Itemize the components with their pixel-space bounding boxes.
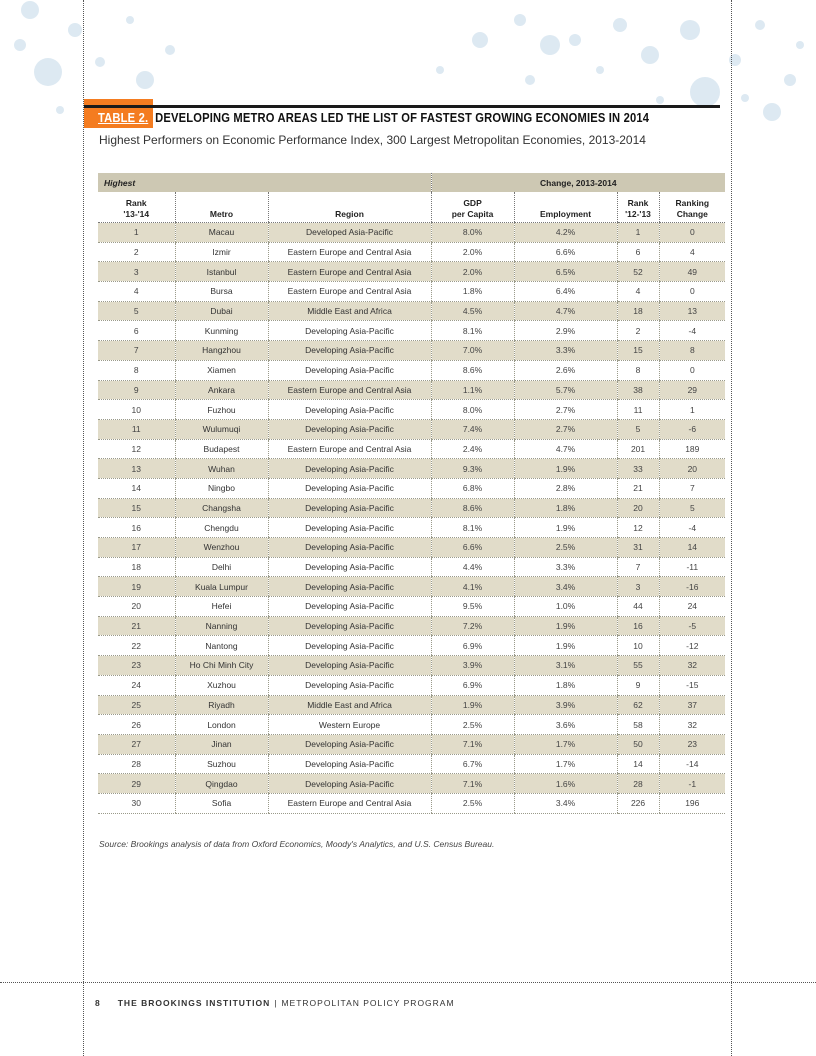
group-label-highest: Highest	[98, 173, 431, 192]
cell-gdp: 8.6%	[431, 498, 514, 518]
cell-metro: Budapest	[175, 439, 268, 459]
cell-gdp: 1.1%	[431, 380, 514, 400]
cell-gdp: 2.0%	[431, 262, 514, 282]
table-row	[98, 734, 725, 754]
source-note: Source: Brookings analysis of data from Oxford Economics, Moody's Analytics, and U.S. Census Bureau.	[99, 839, 495, 849]
cell-gdp: 7.1%	[431, 734, 514, 754]
table-row	[98, 459, 725, 479]
col-metro: Metro	[175, 192, 268, 223]
cell-metro: Hefei	[175, 597, 268, 617]
table-row	[98, 518, 725, 538]
cell-prev-rank: 16	[617, 616, 659, 636]
cell-ranking-change: 0	[659, 223, 725, 243]
cell-metro: London	[175, 715, 268, 735]
cell-prev-rank: 31	[617, 538, 659, 558]
cell-gdp: 1.8%	[431, 282, 514, 302]
cell-ranking-change: 4	[659, 242, 725, 262]
cell-metro: Delhi	[175, 557, 268, 577]
cell-prev-rank: 201	[617, 439, 659, 459]
cell-gdp: 8.6%	[431, 360, 514, 380]
table-row	[98, 400, 725, 420]
cell-ranking-change: -16	[659, 577, 725, 597]
cell-rank: 9	[98, 380, 175, 400]
cell-ranking-change: 14	[659, 538, 725, 558]
cell-region: Middle East and Africa	[268, 301, 431, 321]
cell-region: Developed Asia-Pacific	[268, 223, 431, 243]
table-row	[98, 262, 725, 282]
cell-metro: Ningbo	[175, 478, 268, 498]
cell-ranking-change: 189	[659, 439, 725, 459]
cell-rank: 16	[98, 518, 175, 538]
cell-metro: Istanbul	[175, 262, 268, 282]
cell-gdp: 6.6%	[431, 538, 514, 558]
cell-rank: 13	[98, 459, 175, 479]
cell-prev-rank: 28	[617, 774, 659, 794]
cell-ranking-change: -14	[659, 754, 725, 774]
table-title-text: DEVELOPING METRO AREAS LED THE LIST OF FASTEST GROWING ECONOMIES IN 2014	[155, 110, 650, 125]
table-row	[98, 597, 725, 617]
col-employment: Employment	[514, 192, 617, 223]
col-gdp: GDP per Capita	[431, 192, 514, 223]
cell-rank: 8	[98, 360, 175, 380]
col-region: Region	[268, 192, 431, 223]
cell-ranking-change: 0	[659, 282, 725, 302]
cell-metro: Nanning	[175, 616, 268, 636]
cell-region: Developing Asia-Pacific	[268, 636, 431, 656]
cell-rank: 15	[98, 498, 175, 518]
cell-region: Developing Asia-Pacific	[268, 459, 431, 479]
cell-ranking-change: -1	[659, 774, 725, 794]
cell-ranking-change: 1	[659, 400, 725, 420]
cell-ranking-change: 32	[659, 715, 725, 735]
cell-rank: 22	[98, 636, 175, 656]
cell-ranking-change: 196	[659, 793, 725, 813]
cell-ranking-change: 49	[659, 262, 725, 282]
cell-employment: 6.5%	[514, 262, 617, 282]
cell-employment: 2.7%	[514, 400, 617, 420]
cell-employment: 1.7%	[514, 734, 617, 754]
cell-rank: 5	[98, 301, 175, 321]
cell-employment: 3.4%	[514, 793, 617, 813]
cell-region: Eastern Europe and Central Asia	[268, 282, 431, 302]
cell-gdp: 2.5%	[431, 715, 514, 735]
cell-metro: Wenzhou	[175, 538, 268, 558]
cell-gdp: 9.3%	[431, 459, 514, 479]
table-row	[98, 754, 725, 774]
cell-prev-rank: 44	[617, 597, 659, 617]
cell-ranking-change: 23	[659, 734, 725, 754]
cell-region: Developing Asia-Pacific	[268, 675, 431, 695]
cell-employment: 2.5%	[514, 538, 617, 558]
cell-employment: 1.9%	[514, 616, 617, 636]
cell-rank: 2	[98, 242, 175, 262]
cell-region: Developing Asia-Pacific	[268, 538, 431, 558]
cell-employment: 2.6%	[514, 360, 617, 380]
column-header-row	[98, 192, 725, 223]
cell-gdp: 3.9%	[431, 656, 514, 676]
cell-prev-rank: 9	[617, 675, 659, 695]
cell-rank: 21	[98, 616, 175, 636]
cell-ranking-change: -4	[659, 321, 725, 341]
table-subtitle: Highest Performers on Economic Performance Index, 300 Largest Metropolitan Economies, 2013-2014	[99, 133, 646, 147]
cell-gdp: 1.9%	[431, 695, 514, 715]
table-row	[98, 223, 725, 243]
cell-employment: 4.7%	[514, 439, 617, 459]
performance-table	[98, 173, 725, 814]
cell-rank: 24	[98, 675, 175, 695]
cell-employment: 4.7%	[514, 301, 617, 321]
table-row	[98, 656, 725, 676]
cell-employment: 1.8%	[514, 498, 617, 518]
table-row	[98, 774, 725, 794]
cell-region: Eastern Europe and Central Asia	[268, 793, 431, 813]
cell-metro: Fuzhou	[175, 400, 268, 420]
cell-rank: 3	[98, 262, 175, 282]
cell-employment: 1.9%	[514, 518, 617, 538]
cell-region: Eastern Europe and Central Asia	[268, 439, 431, 459]
cell-gdp: 4.1%	[431, 577, 514, 597]
table-row	[98, 282, 725, 302]
cell-metro: Changsha	[175, 498, 268, 518]
cell-rank: 17	[98, 538, 175, 558]
cell-prev-rank: 15	[617, 341, 659, 361]
cell-region: Developing Asia-Pacific	[268, 597, 431, 617]
table-row	[98, 616, 725, 636]
cell-employment: 2.8%	[514, 478, 617, 498]
table-title	[84, 99, 720, 128]
cell-rank: 26	[98, 715, 175, 735]
cell-metro: Wuhan	[175, 459, 268, 479]
cell-ranking-change: 8	[659, 341, 725, 361]
table-row	[98, 793, 725, 813]
cell-rank: 25	[98, 695, 175, 715]
cell-rank: 4	[98, 282, 175, 302]
col-prev-rank: Rank '12-'13	[617, 192, 659, 223]
cell-ranking-change: -11	[659, 557, 725, 577]
cell-employment: 1.9%	[514, 459, 617, 479]
cell-region: Developing Asia-Pacific	[268, 656, 431, 676]
cell-metro: Xiamen	[175, 360, 268, 380]
cell-metro: Riyadh	[175, 695, 268, 715]
cell-rank: 20	[98, 597, 175, 617]
cell-employment: 5.7%	[514, 380, 617, 400]
cell-employment: 6.4%	[514, 282, 617, 302]
page-footer	[95, 998, 455, 1008]
cell-rank: 18	[98, 557, 175, 577]
table-row	[98, 675, 725, 695]
cell-ranking-change: 29	[659, 380, 725, 400]
cell-ranking-change: -4	[659, 518, 725, 538]
cell-region: Developing Asia-Pacific	[268, 321, 431, 341]
cell-metro: Izmir	[175, 242, 268, 262]
footer-guide-line	[0, 982, 816, 983]
cell-region: Developing Asia-Pacific	[268, 774, 431, 794]
left-guide-line	[83, 0, 84, 1056]
cell-rank: 11	[98, 419, 175, 439]
cell-metro: Sofia	[175, 793, 268, 813]
col-rank: Rank '13-'14	[98, 192, 175, 223]
col-ranking-change: Ranking Change	[659, 192, 725, 223]
footer-institution: THE BROOKINGS INSTITUTION	[117, 998, 271, 1008]
cell-ranking-change: 0	[659, 360, 725, 380]
cell-region: Developing Asia-Pacific	[268, 557, 431, 577]
cell-prev-rank: 1	[617, 223, 659, 243]
cell-metro: Qingdao	[175, 774, 268, 794]
cell-metro: Chengdu	[175, 518, 268, 538]
cell-metro: Hangzhou	[175, 341, 268, 361]
cell-employment: 1.8%	[514, 675, 617, 695]
cell-rank: 27	[98, 734, 175, 754]
table-row	[98, 636, 725, 656]
cell-employment: 3.6%	[514, 715, 617, 735]
cell-gdp: 4.4%	[431, 557, 514, 577]
cell-rank: 28	[98, 754, 175, 774]
cell-ranking-change: -15	[659, 675, 725, 695]
cell-gdp: 8.1%	[431, 321, 514, 341]
table-row	[98, 341, 725, 361]
cell-region: Developing Asia-Pacific	[268, 616, 431, 636]
table-row	[98, 360, 725, 380]
cell-prev-rank: 33	[617, 459, 659, 479]
cell-metro: Kuala Lumpur	[175, 577, 268, 597]
cell-rank: 10	[98, 400, 175, 420]
cell-gdp: 6.8%	[431, 478, 514, 498]
cell-rank: 29	[98, 774, 175, 794]
cell-ranking-change: -6	[659, 419, 725, 439]
cell-employment: 3.4%	[514, 577, 617, 597]
cell-prev-rank: 8	[617, 360, 659, 380]
cell-ranking-change: 20	[659, 459, 725, 479]
cell-prev-rank: 11	[617, 400, 659, 420]
cell-prev-rank: 58	[617, 715, 659, 735]
cell-region: Developing Asia-Pacific	[268, 498, 431, 518]
cell-rank: 6	[98, 321, 175, 341]
cell-gdp: 6.9%	[431, 675, 514, 695]
cell-metro: Bursa	[175, 282, 268, 302]
cell-region: Eastern Europe and Central Asia	[268, 242, 431, 262]
cell-gdp: 2.0%	[431, 242, 514, 262]
cell-prev-rank: 6	[617, 242, 659, 262]
cell-prev-rank: 3	[617, 577, 659, 597]
cell-metro: Jinan	[175, 734, 268, 754]
cell-metro: Macau	[175, 223, 268, 243]
cell-gdp: 7.1%	[431, 774, 514, 794]
cell-region: Eastern Europe and Central Asia	[268, 380, 431, 400]
cell-employment: 3.1%	[514, 656, 617, 676]
table-row	[98, 380, 725, 400]
cell-metro: Nantong	[175, 636, 268, 656]
cell-prev-rank: 50	[617, 734, 659, 754]
cell-rank: 12	[98, 439, 175, 459]
cell-metro: Xuzhou	[175, 675, 268, 695]
cell-ranking-change: 37	[659, 695, 725, 715]
cell-employment: 4.2%	[514, 223, 617, 243]
cell-region: Developing Asia-Pacific	[268, 734, 431, 754]
cell-rank: 30	[98, 793, 175, 813]
cell-gdp: 2.4%	[431, 439, 514, 459]
page-number: 8	[95, 998, 100, 1008]
cell-metro: Suzhou	[175, 754, 268, 774]
cell-metro: Ankara	[175, 380, 268, 400]
cell-prev-rank: 52	[617, 262, 659, 282]
table-row	[98, 715, 725, 735]
cell-region: Developing Asia-Pacific	[268, 754, 431, 774]
table-body	[98, 223, 725, 814]
cell-region: Western Europe	[268, 715, 431, 735]
table-row	[98, 498, 725, 518]
cell-region: Developing Asia-Pacific	[268, 419, 431, 439]
group-header-row	[98, 173, 725, 192]
cell-gdp: 7.2%	[431, 616, 514, 636]
cell-employment: 3.3%	[514, 557, 617, 577]
cell-employment: 3.9%	[514, 695, 617, 715]
footer-separator: |	[274, 998, 278, 1008]
cell-region: Developing Asia-Pacific	[268, 577, 431, 597]
cell-prev-rank: 226	[617, 793, 659, 813]
cell-metro: Dubai	[175, 301, 268, 321]
cell-prev-rank: 18	[617, 301, 659, 321]
cell-employment: 6.6%	[514, 242, 617, 262]
cell-region: Middle East and Africa	[268, 695, 431, 715]
cell-prev-rank: 12	[617, 518, 659, 538]
cell-employment: 1.0%	[514, 597, 617, 617]
cell-employment: 2.7%	[514, 419, 617, 439]
cell-prev-rank: 55	[617, 656, 659, 676]
cell-employment: 1.6%	[514, 774, 617, 794]
cell-gdp: 9.5%	[431, 597, 514, 617]
cell-ranking-change: 7	[659, 478, 725, 498]
table-row	[98, 242, 725, 262]
cell-prev-rank: 14	[617, 754, 659, 774]
cell-gdp: 7.4%	[431, 419, 514, 439]
footer-program: METROPOLITAN POLICY PROGRAM	[281, 998, 455, 1008]
group-label-change: Change, 2013-2014	[431, 173, 725, 192]
table-row	[98, 439, 725, 459]
table-row	[98, 321, 725, 341]
cell-ranking-change: 32	[659, 656, 725, 676]
table-row	[98, 478, 725, 498]
right-guide-line	[731, 0, 732, 1056]
cell-gdp: 8.1%	[431, 518, 514, 538]
cell-prev-rank: 62	[617, 695, 659, 715]
table-row	[98, 577, 725, 597]
cell-gdp: 8.0%	[431, 223, 514, 243]
cell-gdp: 6.7%	[431, 754, 514, 774]
cell-region: Developing Asia-Pacific	[268, 518, 431, 538]
cell-employment: 1.7%	[514, 754, 617, 774]
table-row	[98, 695, 725, 715]
cell-gdp: 4.5%	[431, 301, 514, 321]
cell-gdp: 6.9%	[431, 636, 514, 656]
table-row	[98, 557, 725, 577]
cell-region: Developing Asia-Pacific	[268, 478, 431, 498]
title-rule	[84, 105, 720, 108]
cell-prev-rank: 5	[617, 419, 659, 439]
cell-ranking-change: 13	[659, 301, 725, 321]
cell-prev-rank: 4	[617, 282, 659, 302]
cell-gdp: 2.5%	[431, 793, 514, 813]
table-row	[98, 301, 725, 321]
table-row	[98, 419, 725, 439]
cell-ranking-change: -5	[659, 616, 725, 636]
cell-rank: 19	[98, 577, 175, 597]
cell-prev-rank: 21	[617, 478, 659, 498]
table-row	[98, 538, 725, 558]
cell-region: Developing Asia-Pacific	[268, 341, 431, 361]
cell-ranking-change: 24	[659, 597, 725, 617]
cell-prev-rank: 10	[617, 636, 659, 656]
cell-gdp: 7.0%	[431, 341, 514, 361]
cell-rank: 1	[98, 223, 175, 243]
cell-prev-rank: 20	[617, 498, 659, 518]
cell-rank: 7	[98, 341, 175, 361]
cell-ranking-change: -12	[659, 636, 725, 656]
cell-metro: Kunming	[175, 321, 268, 341]
cell-prev-rank: 7	[617, 557, 659, 577]
cell-metro: Ho Chi Minh City	[175, 656, 268, 676]
cell-employment: 2.9%	[514, 321, 617, 341]
cell-gdp: 8.0%	[431, 400, 514, 420]
cell-region: Eastern Europe and Central Asia	[268, 262, 431, 282]
cell-metro: Wulumuqi	[175, 419, 268, 439]
cell-rank: 23	[98, 656, 175, 676]
cell-prev-rank: 2	[617, 321, 659, 341]
cell-employment: 3.3%	[514, 341, 617, 361]
cell-region: Developing Asia-Pacific	[268, 360, 431, 380]
cell-ranking-change: 5	[659, 498, 725, 518]
cell-region: Developing Asia-Pacific	[268, 400, 431, 420]
cell-employment: 1.9%	[514, 636, 617, 656]
table-label: TABLE 2.	[98, 110, 149, 125]
cell-rank: 14	[98, 478, 175, 498]
cell-prev-rank: 38	[617, 380, 659, 400]
